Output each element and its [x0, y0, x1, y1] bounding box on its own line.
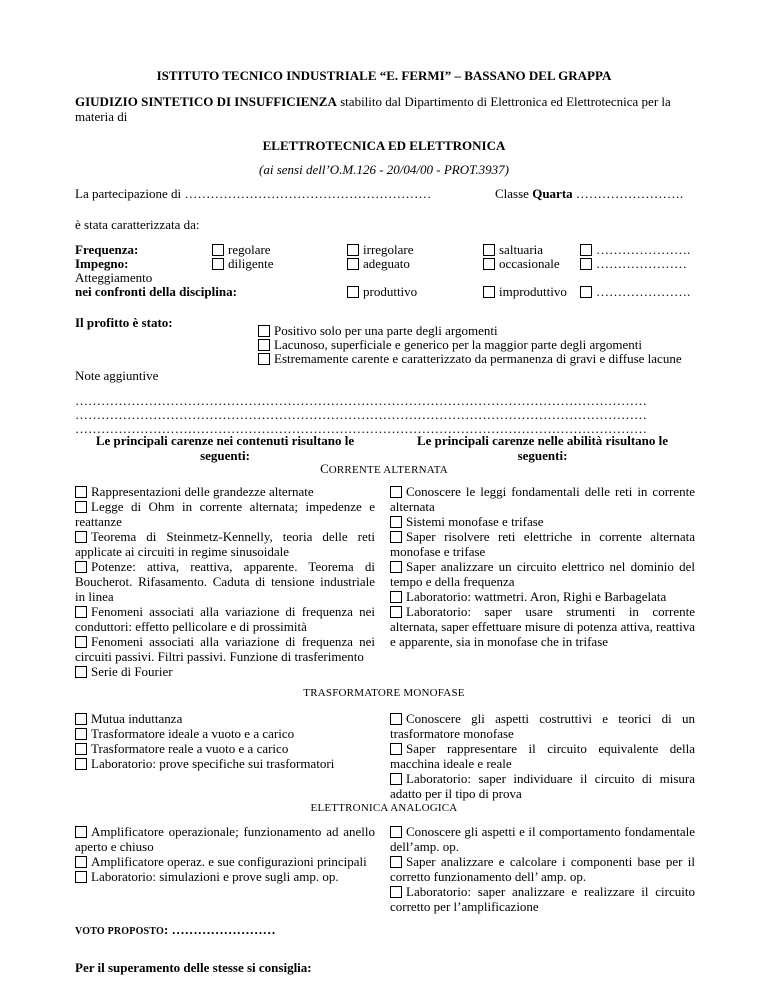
notes-line-1[interactable]: ……………………………………………………………………………………………………………………: [75, 393, 647, 408]
checkbox[interactable]: [347, 286, 359, 298]
option-atteggiamento-other[interactable]: ………………….: [580, 284, 690, 299]
disciplina-label: nei confronti della disciplina:: [75, 284, 237, 299]
checkbox[interactable]: [390, 856, 402, 868]
checkbox[interactable]: [258, 325, 270, 337]
checkbox[interactable]: [75, 728, 87, 740]
option-saltuaria[interactable]: saltuaria: [483, 242, 543, 257]
list-item: Potenze: attiva, reattiva, apparente. Teorema di Boucherot. Rifasamento. Caduta di tensione industriale in linea: [75, 559, 375, 604]
checkbox[interactable]: [390, 561, 402, 573]
impegno-label: Impegno:: [75, 256, 129, 271]
checkbox[interactable]: [347, 258, 359, 270]
contents-list-elettronica: [75, 824, 375, 884]
section-title-elettronica-analogica: ELETTRONICA ANALOGICA: [310, 802, 458, 814]
list-item: Laboratorio: simulazioni e prove sugli amp. op.: [75, 869, 375, 884]
institute-title: ISTITUTO TECNICO INDUSTRIALE “E. FERMI” – BASSANO DEL GRAPPA: [156, 68, 612, 83]
checkbox[interactable]: [258, 353, 270, 365]
ordinance-reference: (ai sensi dell’O.M.126 - 20/04/00 - PROT.3937): [259, 162, 509, 177]
class-label: Classe: [495, 186, 533, 201]
participation-label: La partecipazione di: [75, 186, 182, 201]
judgment-intro: [75, 94, 695, 124]
profit-option-1[interactable]: Positivo solo per una parte degli argomenti: [258, 323, 498, 338]
checkbox[interactable]: [75, 606, 87, 618]
checkbox[interactable]: [212, 258, 224, 270]
checkbox[interactable]: [75, 713, 87, 725]
checkbox[interactable]: [483, 258, 495, 270]
list-item: Sistemi monofase e trifase: [390, 514, 695, 529]
checkbox[interactable]: [75, 486, 87, 498]
subject-title: ELETTROTECNICA ED ELETTRONICA: [262, 138, 506, 153]
voto-field[interactable]: : ……………………: [164, 922, 276, 937]
class-value: Quarta: [532, 186, 573, 201]
notes-line-2[interactable]: ……………………………………………………………………………………………………………………: [75, 407, 647, 422]
checkbox[interactable]: [390, 606, 402, 618]
checkbox[interactable]: [390, 826, 402, 838]
list-item: Mutua induttanza: [75, 711, 375, 726]
class-line: [495, 186, 683, 201]
checkbox[interactable]: [390, 713, 402, 725]
section-title-trasformatore-monofase: TRASFORMATORE MONOFASE: [303, 687, 465, 699]
characterized-label: è stata caratterizzata da:: [75, 217, 200, 232]
notes-label: Note aggiuntive: [75, 368, 159, 383]
list-item: Fenomeni associati alla variazione di frequenza nei circuiti passivi. Filtri passivi. Funzione di trasferimento: [75, 634, 375, 664]
frequenza-label: Frequenza:: [75, 242, 139, 257]
list-item: Teorema di Steinmetz-Kennelly, teoria delle reti applicate ai circuiti in regime sinusoidale: [75, 529, 375, 559]
checkbox[interactable]: [483, 244, 495, 256]
checkbox[interactable]: [390, 773, 402, 785]
checkbox[interactable]: [75, 501, 87, 513]
list-item: Laboratorio: saper individuare il circuito di misura adatto per il tipo di prova: [390, 771, 695, 801]
list-item: Rappresentazioni delle grandezze alternate: [75, 484, 375, 499]
judgment-text-2: materia di: [75, 109, 128, 124]
contents-list-corrente-alternata: [75, 484, 375, 679]
option-adeguato[interactable]: adeguato: [347, 256, 410, 271]
checkbox[interactable]: [390, 743, 402, 755]
option-regolare[interactable]: regolare: [212, 242, 271, 257]
skills-list-elettronica: [390, 824, 695, 914]
participation-line: [75, 186, 431, 201]
checkbox[interactable]: [390, 591, 402, 603]
atteggiamento-label: Atteggiamento: [75, 270, 153, 285]
profit-label: Il profitto è stato:: [75, 315, 173, 330]
class-section-field[interactable]: …………………….: [572, 186, 684, 201]
checkbox[interactable]: [390, 516, 402, 528]
list-item: Saper risolvere reti elettriche in corrente alternata monofase e trifase: [390, 529, 695, 559]
list-item: Trasformatore ideale a vuoto e a carico: [75, 726, 375, 741]
checkbox[interactable]: [75, 758, 87, 770]
list-item: Laboratorio: wattmetri. Aron, Righi e Barbagelata: [390, 589, 695, 604]
section-title-corrente-alternata: CORRENTE ALTERNATA: [320, 461, 448, 476]
profit-option-3[interactable]: Estremamente carente e caratterizzato da permanenza di gravi e diffuse lacune: [258, 351, 682, 366]
list-item: Conoscere le leggi fondamentali delle reti in corrente alternata: [390, 484, 695, 514]
list-item: Laboratorio: saper usare strumenti in corrente alternata, saper effettuare misure di potenza attiva, reattiva e apparente, sia in monofase che in trifase: [390, 604, 695, 649]
list-item: Fenomeni associati alla variazione di frequenza nei conduttori: effetto pellicolare e di prossimità: [75, 604, 375, 634]
judgment-text: stabilito dal Dipartimento di Elettronica ed Elettrotecnica per la: [336, 94, 671, 109]
student-name-field[interactable]: …………………………………………………: [184, 186, 432, 201]
list-item: Saper analizzare un circuito elettrico nel dominio del tempo e della frequenza: [390, 559, 695, 589]
list-item: Conoscere gli aspetti e il comportamento fondamentale dell’amp. op.: [390, 824, 695, 854]
checkbox[interactable]: [258, 339, 270, 351]
list-item: Saper rappresentare il circuito equivalente della macchina ideale e reale: [390, 741, 695, 771]
option-diligente[interactable]: diligente: [212, 256, 274, 271]
checkbox[interactable]: [580, 286, 592, 298]
list-item: Conoscere gli aspetti costruttivi e teorici di un trasformatore monofase: [390, 711, 695, 741]
checkbox[interactable]: [75, 531, 87, 543]
contents-list-trasformatore: [75, 711, 375, 771]
option-improduttivo[interactable]: improduttivo: [483, 284, 567, 299]
option-impegno-other[interactable]: …………………: [580, 256, 687, 271]
checkbox[interactable]: [75, 856, 87, 868]
list-item: Legge di Ohm in corrente alternata; impedenze e reattanze: [75, 499, 375, 529]
checkbox[interactable]: [580, 244, 592, 256]
skills-list-trasformatore: [390, 711, 695, 801]
checkbox[interactable]: [212, 244, 224, 256]
advice-label: Per il superamento delle stesse si consiglia:: [75, 960, 312, 975]
list-item: Amplificatore operaz. e sue configurazioni principali: [75, 854, 375, 869]
list-item: Trasformatore reale a vuoto e a carico: [75, 741, 375, 756]
checkbox[interactable]: [75, 743, 87, 755]
option-produttivo[interactable]: produttivo: [347, 284, 417, 299]
list-item: Laboratorio: prove specifiche sui trasformatori: [75, 756, 375, 771]
list-item: Saper analizzare e calcolare i componenti base per il corretto funzionamento dell’ amp. op.: [390, 854, 695, 884]
checkbox[interactable]: [75, 636, 87, 648]
checkbox[interactable]: [347, 244, 359, 256]
checkbox[interactable]: [75, 826, 87, 838]
option-frequenza-other[interactable]: ………………….: [580, 242, 690, 257]
checkbox[interactable]: [75, 871, 87, 883]
profit-option-2[interactable]: Lacunoso, superficiale e generico per la maggior parte degli argomenti: [258, 337, 642, 352]
skills-column-title: Le principali carenze nelle abilità risultano le seguenti:: [416, 433, 669, 463]
checkbox[interactable]: [580, 258, 592, 270]
list-item: Amplificatore operazionale; funzionamento ad anello aperto e chiuso: [75, 824, 375, 854]
checkbox[interactable]: [390, 486, 402, 498]
option-occasionale[interactable]: occasionale: [483, 256, 560, 271]
checkbox[interactable]: [390, 886, 402, 898]
voto-label: VOTO PROPOSTO: [75, 926, 164, 937]
notes-line-3[interactable]: ……………………………………………………………………………………………………………………: [75, 421, 647, 436]
contents-column-title: Le principali carenze nei contenuti risultano le seguenti:: [95, 433, 355, 463]
list-item: Laboratorio: saper analizzare e realizzare il circuito corretto per l’amplificazione: [390, 884, 695, 914]
checkbox[interactable]: [390, 531, 402, 543]
voto-line: [75, 922, 276, 939]
option-irregolare[interactable]: irregolare: [347, 242, 414, 257]
checkbox[interactable]: [75, 666, 87, 678]
checkbox[interactable]: [75, 561, 87, 573]
skills-list-corrente-alternata: [390, 484, 695, 649]
checkbox[interactable]: [483, 286, 495, 298]
list-item: Serie di Fourier: [75, 664, 375, 679]
judgment-title: GIUDIZIO SINTETICO DI INSUFFICIENZA: [75, 94, 337, 109]
